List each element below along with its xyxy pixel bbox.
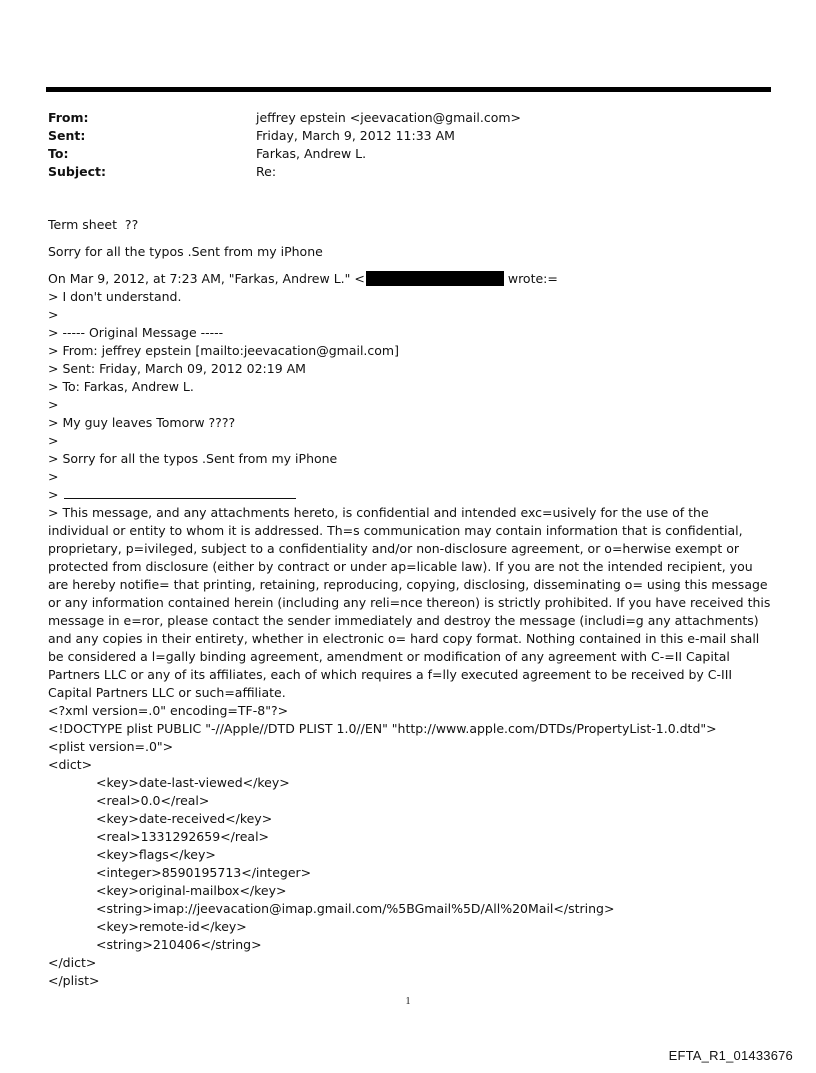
subject-value: Re: (256, 164, 277, 179)
xml-line: <key>flags</key> (96, 847, 216, 862)
quoted-line: > (48, 433, 59, 448)
from-label: From: (48, 110, 89, 125)
quoted-line: > Sorry for all the typos .Sent from my iPhone (48, 451, 338, 466)
body-line: Term sheet ?? (48, 217, 139, 232)
bates-number: EFTA_R1_01433676 (668, 1048, 793, 1063)
xml-line: </plist> (48, 973, 100, 988)
attribution-prefix: On Mar 9, 2012, at 7:23 AM, "Farkas, Andrew L." < (48, 271, 365, 286)
from-value: jeffrey epstein <jeevacation@gmail.com> (256, 110, 522, 125)
body-line: Sorry for all the typos .Sent from my iPhone (48, 244, 323, 259)
xml-line: <dict> (48, 757, 93, 772)
attribution-suffix: wrote:= (507, 271, 558, 286)
xml-line: <?xml version=.0" encoding=TF-8"?> (48, 703, 289, 718)
xml-line: <integer>8590195713</integer> (96, 865, 312, 880)
confidentiality-disclaimer: > This message, and any attachments hereto, is confidential and intended exc=usively for the use of the individual or entity to whom it is addressed. Th=s communication may contain information that is confidential, proprietary, p=ivileged, subject to a confidentiality and/or non-disclosure agreement, or o=herwise exempt or protected from disclosure (either by contract or under ap=licable law). If you are not the intended recipient, you are hereby notifie= that printing, retaining, reproducing, copying, disclosing, disseminating o= using this message or any information contained herein (including any reli=nce thereon) is strictly prohibited. If you have received this message in e=ror, please contact the sender immediately and destroy the message (includi=g any attachments) and any copies in their entirety, whether in electronic o= hard copy format. Nothing contained in this e-mail shall be considered a l=gally binding agreement, amendment or modification of any agreement with C-=II Capital Partners LLC or any of its affiliates, each of which requires a f=lly executed agreement to be received by C-III Capital Partners LLC or such=affiliate. (48, 505, 771, 700)
redaction-bar (366, 271, 504, 286)
subject-label: Subject: (48, 164, 106, 179)
email-body (48, 216, 773, 990)
xml-line: <key>remote-id</key> (96, 919, 247, 934)
quoted-line: > To: Farkas, Andrew L. (48, 379, 194, 394)
quoted-line: > ----- Original Message ----- (48, 325, 224, 340)
xml-line: </dict> (48, 955, 97, 970)
sent-value: Friday, March 9, 2012 11:33 AM (256, 128, 455, 143)
plist-block (48, 702, 773, 990)
page-number: 1 (405, 996, 411, 1007)
to-label: To: (48, 146, 69, 161)
quoted-line: > From: jeffrey epstein [mailto:jeevacation@gmail.com] (48, 343, 399, 358)
xml-line: <plist version=.0"> (48, 739, 174, 754)
reply-attribution (48, 270, 773, 288)
quoted-line: > (48, 307, 59, 322)
header-rule (46, 87, 771, 92)
quoted-line: > Sent: Friday, March 09, 2012 02:19 AM (48, 361, 306, 376)
to-row (48, 145, 521, 163)
xml-line: <key>date-last-viewed</key> (96, 775, 290, 790)
xml-line: <string>210406</string> (96, 937, 262, 952)
email-header (48, 109, 521, 181)
sent-row (48, 127, 521, 145)
xml-line: <real>1331292659</real> (96, 829, 270, 844)
xml-line: <string>imap://jeevacation@imap.gmail.com/%5BGmail%5D/All%20Mail</string> (96, 901, 615, 916)
quoted-separator: > (48, 486, 773, 504)
to-value: Farkas, Andrew L. (256, 146, 367, 161)
quoted-line: > My guy leaves Tomorw ???? (48, 415, 236, 430)
sent-label: Sent: (48, 128, 86, 143)
xml-line: <key>original-mailbox</key> (96, 883, 287, 898)
xml-line: <key>date-received</key> (96, 811, 273, 826)
quoted-message (48, 288, 773, 504)
quoted-line: > (48, 469, 59, 484)
quoted-line: > I don't understand. (48, 289, 182, 304)
from-row (48, 109, 521, 127)
separator-underline (64, 487, 296, 499)
xml-line: <!DOCTYPE plist PUBLIC "-//Apple//DTD PLIST 1.0//EN" "http://www.apple.com/DTDs/PropertyList-1.0.dtd"> (48, 721, 717, 736)
xml-line: <real>0.0</real> (96, 793, 210, 808)
quoted-line: > (48, 397, 59, 412)
subject-row (48, 163, 521, 181)
